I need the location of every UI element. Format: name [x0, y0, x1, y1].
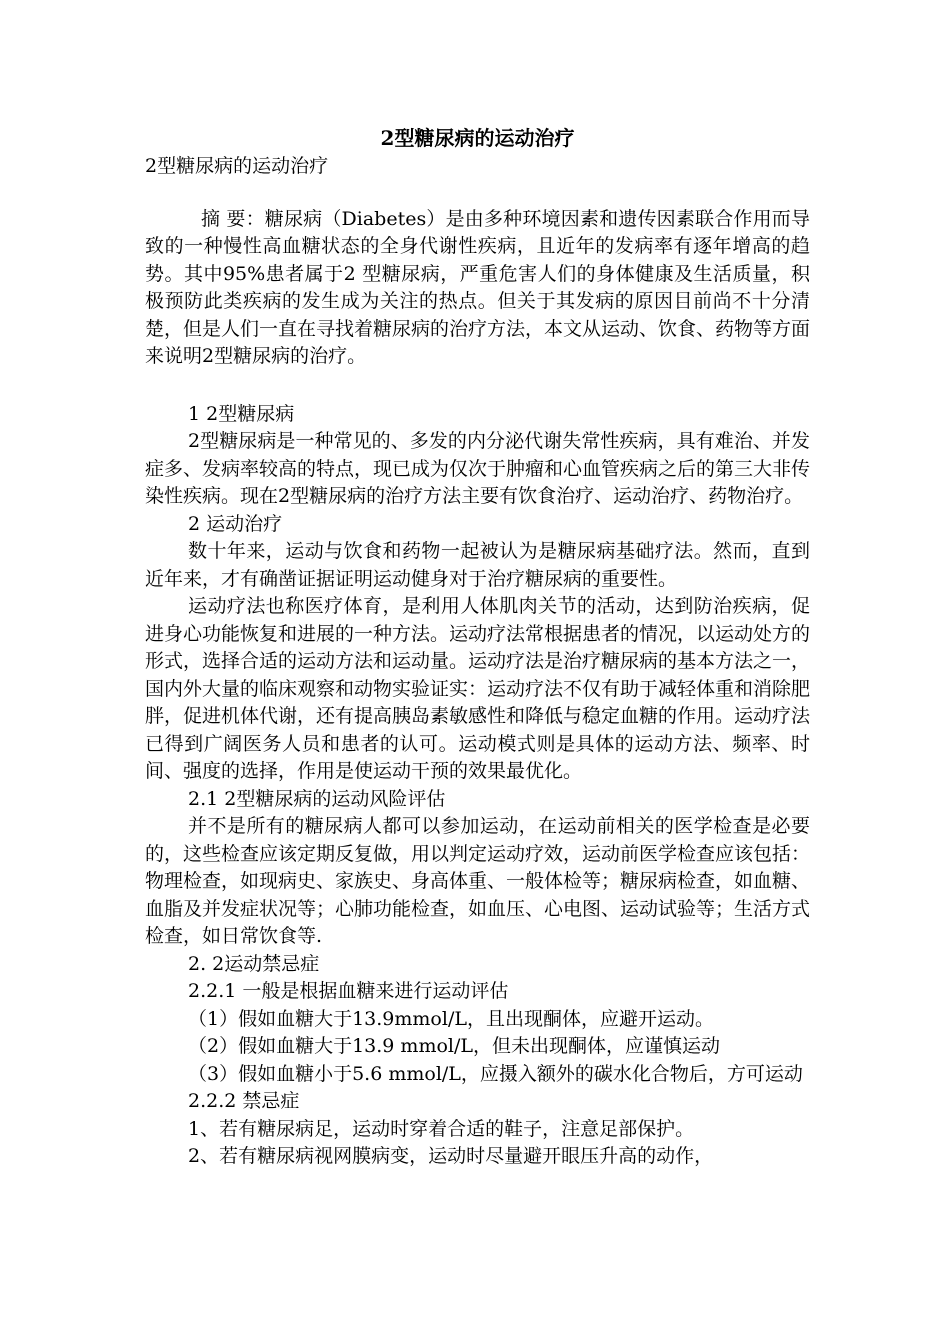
section-heading-1: 1 2型糖尿病	[188, 402, 295, 425]
list-item: 2、若有糖尿病视网膜病变，运动时尽量避开眼压升高的动作，	[188, 1145, 714, 1167]
document-body	[145, 123, 810, 1171]
subsection-heading-2-2: 2. 2运动禁忌症	[188, 952, 320, 975]
list-item: （2）假如血糖大于13.9 mmol/L，但未出现酮体，应谨慎运动	[188, 1035, 721, 1057]
list-item: 1、若有糖尿病足，运动时穿着合适的鞋子，注意足部保护。	[188, 1117, 695, 1140]
section-1-paragraph: 2型糖尿病是一种常见的、多发的内分泌代谢失常性疾病，具有难治、并发症多、发病率较高的特点，现已成为仅次于肿瘤和心血管疾病之后的第三大非传染性疾病。现在2型糖尿病的治疗方法主要有饮食治疗、运动治疗、药物治疗。	[145, 430, 811, 507]
document-title: 2型糖尿病的运动治疗	[380, 126, 575, 150]
subsection-heading-2-2-1: 2.2.1 一般是根据血糖来进行运动评估	[188, 980, 509, 1002]
document-subtitle: 2型糖尿病的运动治疗	[145, 155, 329, 177]
list-item: （1）假如血糖大于13.9mmol/L，且出现酮体，应避开运动。	[188, 1007, 714, 1030]
list-item: （3）假如血糖小于5.6 mmol/L，应摄入额外的碳水化合物后，方可运动	[188, 1062, 803, 1085]
section-2-paragraph-1: 数十年来，运动与饮食和药物一起被认为是糖尿病基础疗法。然而，直到近年来，才有确凿证据证明运动健身对于治疗糖尿病的重要性。	[145, 540, 810, 590]
abstract-paragraph: 摘 要：糖尿病（Diabetes）是由多种环境因素和遗传因素联合作用而导致的一种慢性高血糖状态的全身代谢性疾病，且近年的发病率有逐年增高的趋势。其中95%患者属于2 型糖尿病，严重危害人们的身体健康及生活质量，积极预防此类疾病的发生成为关注的热点。但关于其发病的原因目前尚不十分清楚，但是人们一直在寻找着糖尿病的治疗方法，本文从运动、饮食、药物等方面来说明2型糖尿病的治疗。	[145, 207, 811, 367]
subsection-heading-2-1: 2.1 2型糖尿病的运动风险评估	[188, 787, 446, 810]
subsection-heading-2-2-2: 2.2.2 禁忌症	[188, 1090, 300, 1112]
section-2-paragraph-2: 运动疗法也称医疗体育，是利用人体肌肉关节的活动，达到防治疾病，促进身心功能恢复和进展的一种方法。运动疗法常根据患者的情况，以运动处方的形式，选择合适的运动方法和运动量。运动疗法是治疗糖尿病的基本方法之一，国内外大量的临床观察和动物实验证实：运动疗法不仅有助于减轻体重和消除肥胖，促进机体代谢，还有提高胰岛素敏感性和降低与稳定血糖的作用。运动疗法已得到广阔医务人员和患者的认可。运动模式则是具体的运动方法、频率、时间、强度的选择，作用是使运动干预的效果最优化。	[145, 595, 811, 782]
section-heading-2: 2 运动治疗	[188, 512, 283, 535]
subsection-2-1-paragraph: 并不是所有的糖尿病人都可以参加运动，在运动前相关的医学检查是必要的，这些检查应该定期反复做，用以判定运动疗效，运动前医学检查应该包括：物理检查，如现病史、家族史、身高体重、一般体检等；糖尿病检查，如血糖、血脂及并发症状况等；心肺功能检查，如血压、心电图、运动试验等；生活方式检查，如日常饮食等.	[145, 815, 811, 947]
